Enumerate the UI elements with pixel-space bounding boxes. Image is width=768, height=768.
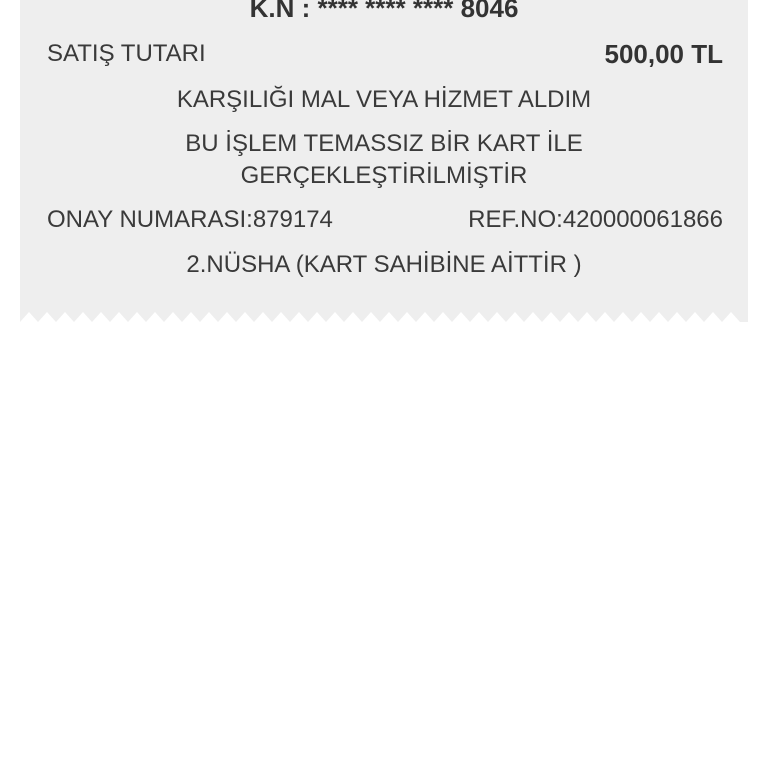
receipt-torn-edge (20, 310, 748, 326)
copy-note: 2.NÜSHA (KART SAHİBİNE AİTTİR ) (186, 251, 582, 278)
sale-amount-value: 500,00 TL (604, 39, 723, 69)
reference-number: REF.NO:420000061866 (468, 206, 723, 233)
sale-amount-label: SATIŞ TUTARI (47, 40, 206, 67)
sale-amount-row (47, 38, 723, 70)
goods-received-statement: KARŞILIĞI MAL VEYA HİZMET ALDIM (176, 86, 592, 113)
contactless-statement-line-2: GERÇEKLEŞTİRİLMİŞTİR (240, 162, 528, 189)
contactless-statement-line-1: BU İŞLEM TEMASSIZ BİR KART İLE (185, 130, 583, 157)
approval-reference-row (47, 204, 723, 236)
receipt-paper (20, 0, 748, 312)
card-number: K.N : **** **** **** 8046 (249, 0, 519, 23)
approval-number: ONAY NUMARASI:879174 (47, 206, 333, 233)
